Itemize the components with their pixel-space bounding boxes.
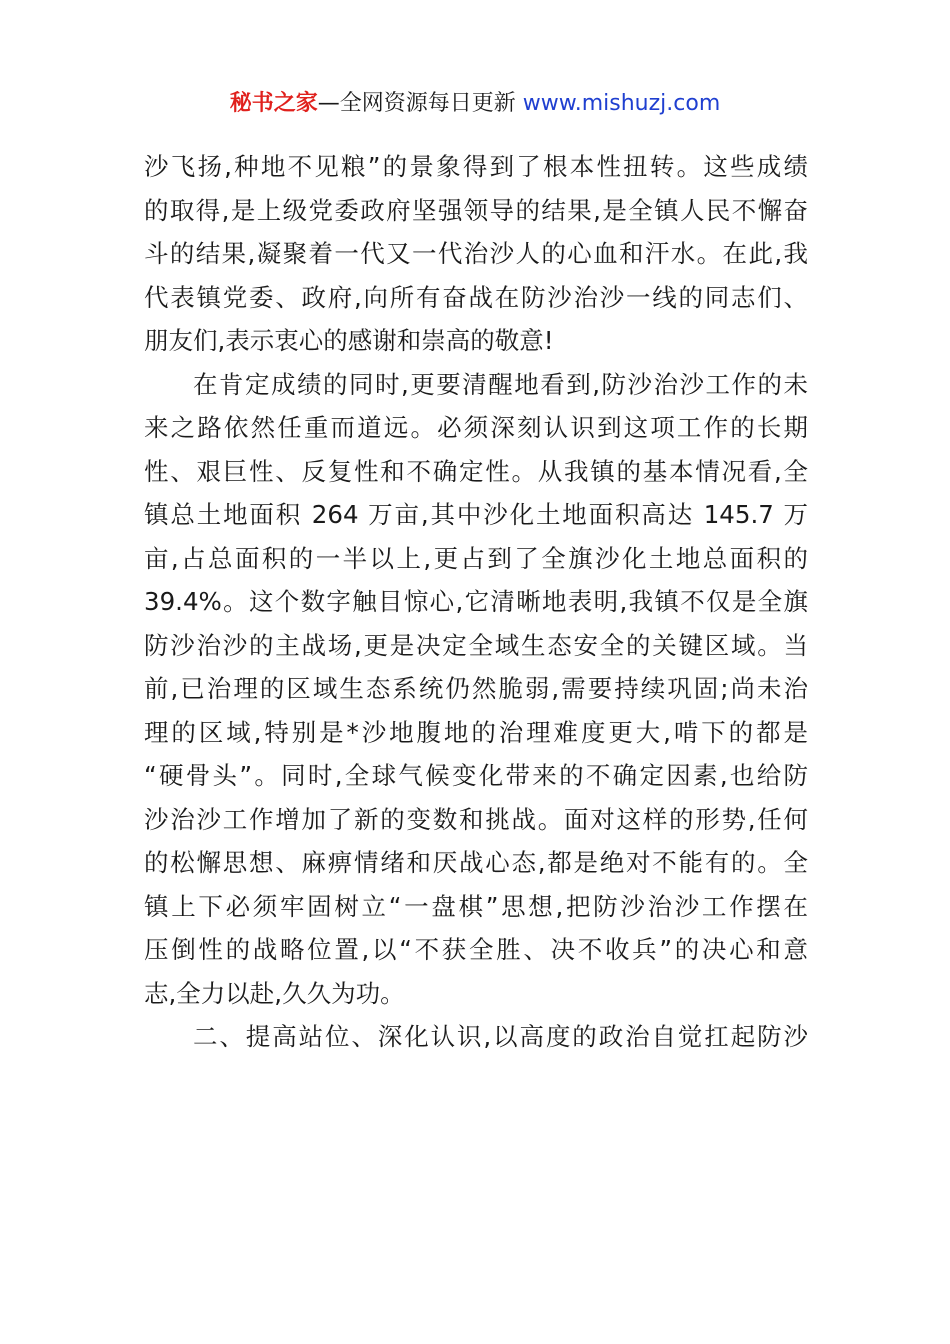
text-line: 前,已治理的区域生态系统仍然脆弱,需要持续巩固;尚未治 bbox=[144, 674, 808, 703]
text-line: 来之路依然任重而道远。必须深刻认识到这项工作的长期 bbox=[144, 413, 808, 442]
text-line: 亩,占总面积的一半以上,更占到了全旗沙化土地总面积的 bbox=[144, 543, 808, 573]
text-line: 性、艰巨性、反复性和不确定性。从我镇的基本情况看,全 bbox=[144, 456, 808, 486]
text-line: 镇总土地面积 264 万亩,其中沙化土地面积高达 145.7 万 bbox=[144, 500, 808, 529]
text-line: 防沙治沙的主战场,更是决定全域生态安全的关键区域。当 bbox=[144, 630, 808, 660]
site-header bbox=[0, 88, 950, 120]
document-body bbox=[144, 145, 808, 1059]
text-line: 的松懈思想、麻痹情绪和厌战心态,都是绝对不能有的。全 bbox=[144, 848, 808, 877]
section-heading: 二、提高站位、深化认识,以高度的政治自觉扛起防沙 bbox=[193, 1022, 808, 1051]
site-url-link[interactable]: www.mishuzj.com bbox=[522, 91, 721, 116]
text-line: 压倒性的战略位置,以“不获全胜、决不收兵”的决心和意 bbox=[144, 935, 808, 964]
text-line: 沙治沙工作增加了新的变数和挑战。面对这样的形势,任何 bbox=[144, 804, 808, 834]
text-line: 理的区域,特别是*沙地腹地的治理难度更大,啃下的都是 bbox=[144, 717, 808, 747]
site-brand: 秘书之家 bbox=[229, 91, 318, 116]
text-line: 沙飞扬,种地不见粮”的景象得到了根本性扭转。这些成绩 bbox=[144, 152, 808, 181]
text-line: 朋友们,表示衷心的感谢和崇高的敬意! bbox=[144, 326, 554, 355]
text-line: “硬骨头”。同时,全球气候变化带来的不确定因素,也给防 bbox=[144, 761, 808, 790]
text-line: 志,全力以赴,久久为功。 bbox=[144, 978, 405, 1008]
text-line: 39.4%。这个数字触目惊心,它清晰地表明,我镇不仅是全旗 bbox=[144, 587, 808, 616]
text-line: 的取得,是上级党委政府坚强领导的结果,是全镇人民不懈奋 bbox=[144, 195, 808, 225]
text-line: 在肯定成绩的同时,更要清醒地看到,防沙治沙工作的未 bbox=[193, 369, 808, 399]
text-line: 镇上下必须牢固树立“一盘棋”思想,把防沙治沙工作摆在 bbox=[144, 891, 808, 921]
site-tagline: —全网资源每日更新 bbox=[317, 91, 516, 116]
text-line: 斗的结果,凝聚着一代又一代治沙人的心血和汗水。在此,我 bbox=[144, 239, 808, 268]
text-line: 代表镇党委、政府,向所有奋战在防沙治沙一线的同志们、 bbox=[144, 282, 808, 312]
